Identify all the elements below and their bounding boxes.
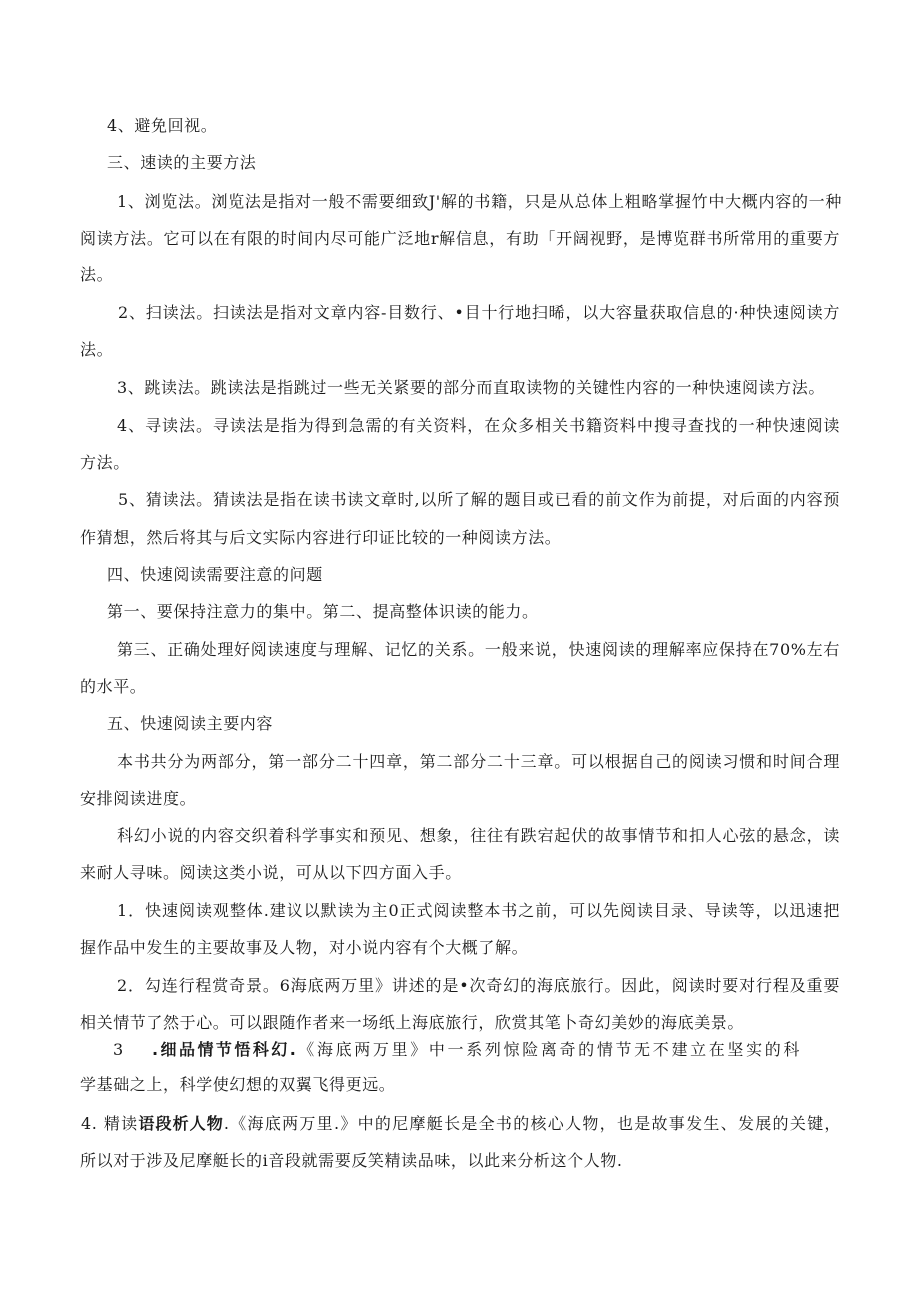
- tip-1-line-2: 握作品中发生的主要故事及人物，对小说内容有个大概了解。: [80, 938, 529, 957]
- tip-2-line-1: 2．勾连行程赏奇景。6海底两万里》讲述的是•次奇幻的海底旅行。因此，阅读时要对行程及重要: [117, 976, 840, 995]
- section-heading-fast-reading-notes: 四、快速阅读需要注意的问题: [107, 565, 323, 584]
- method-guess-line-2: 作猜想，然后将其与后文实际内容进行印证比较的一种阅读方法。: [80, 528, 562, 547]
- method-scan-line-2: 法。: [80, 340, 114, 359]
- tip-3-line-2: 学基础之上，科学使幻想的双翼飞得更远。: [80, 1075, 396, 1094]
- list-item-avoid-regression: 4、避免回视。: [107, 116, 218, 135]
- tip-3-line-1: [152, 1040, 800, 1060]
- section-heading-speed-reading-methods: 三、速读的主要方法: [107, 153, 257, 172]
- method-scan-line-1: 2、扫读法。扫读法是指对文章内容-目数行、•目十行地扫晞，以大容量获取信息的·种快速阅读方: [118, 303, 840, 322]
- scifi-paragraph-line-2: 来耐人寻味。阅读这类小说，可从以下四方面入手。: [80, 863, 462, 882]
- tip-4-line-1-text: .《海底两万里.》中的尼摩艇长是全书的核心人物，也是故事发生、发展的关键，: [223, 1114, 841, 1133]
- content-intro-line-1: 本书共分为两部分，第一部分二十四章，第二部分二十三章。可以根据自己的阅读习惯和时间合理: [117, 752, 840, 771]
- tip-2-line-2: 相关情节了然于心。可以跟随作者来一场纸上海底旅行，欣赏其笔卜奇幻美妙的海底美景。: [80, 1013, 745, 1032]
- method-search-line-1: 4、寻读法。寻读法是指为得到急需的有关资料，在众多相关书籍资料中搜寻查找的一种快速阅读: [117, 416, 840, 435]
- scifi-paragraph-line-1: 科幻小说的内容交织着科学事实和预见、想象，往往有跌宕起伏的故事情节和扣人心弦的悬念，读: [117, 826, 840, 845]
- tip-4-line-1: [81, 1114, 841, 1134]
- section-heading-main-content: 五、快速阅读主要内容: [107, 714, 274, 733]
- note-third-line-1: 第三、正确处理好阅读速度与理解、记忆的关系。一般来说，快速阅读的理解率应保持在70%左右: [117, 640, 840, 659]
- tip-4-line-2: 所以对于涉及尼摩艇长的i音段就需要反笑精读品味，以此来分析这个人物.: [80, 1151, 623, 1170]
- tip-4-bold-title: 语段析人物: [138, 1114, 224, 1133]
- tip-4-prefix: 4. 精读: [81, 1114, 139, 1133]
- tip-1-line-1: 1．快速阅读观整体.建议以默读为主0正式阅读整本书之前，可以先阅读目录、导读等，以迅速把: [117, 901, 840, 920]
- tip-3-line-1-text: 《海底两万里》中一系列惊险离奇的情节无不建立在坚实的科: [296, 1040, 801, 1059]
- method-search-line-2: 方法。: [80, 453, 130, 472]
- note-third-line-2: 的水平。: [80, 677, 147, 696]
- note-first-second: 第一、要保持注意力的集中。第二、提高整体识读的能力。: [107, 602, 539, 621]
- method-skip-line-1: 3、跳读法。跳读法是指跳过一些无关紧要的部分而直取读物的关键性内容的一种快速阅读方法。: [117, 378, 825, 397]
- tip-3-number: 3: [113, 1040, 124, 1059]
- method-browse-line-1: 1、浏览法。浏览法是指对一般不需要细致J'解的书籍，只是从总体上粗略掌握竹中大概内容的一种: [117, 192, 842, 211]
- method-browse-line-2: 阅读方法。它可以在有限的时间内尽可能广泛地r解信息，有助「开阔视野，是博览群书所常用的重要方: [80, 229, 840, 248]
- tip-3-bold-title: .细品情节悟科幻.: [152, 1040, 297, 1059]
- content-intro-line-2: 安排阅读进度。: [80, 789, 197, 808]
- method-browse-line-3: 法。: [80, 265, 114, 284]
- method-guess-line-1: 5、猜读法。猜读法是指在读书读文章时,以所了解的题目或已看的前文作为前提，对后面的内容预: [118, 490, 840, 509]
